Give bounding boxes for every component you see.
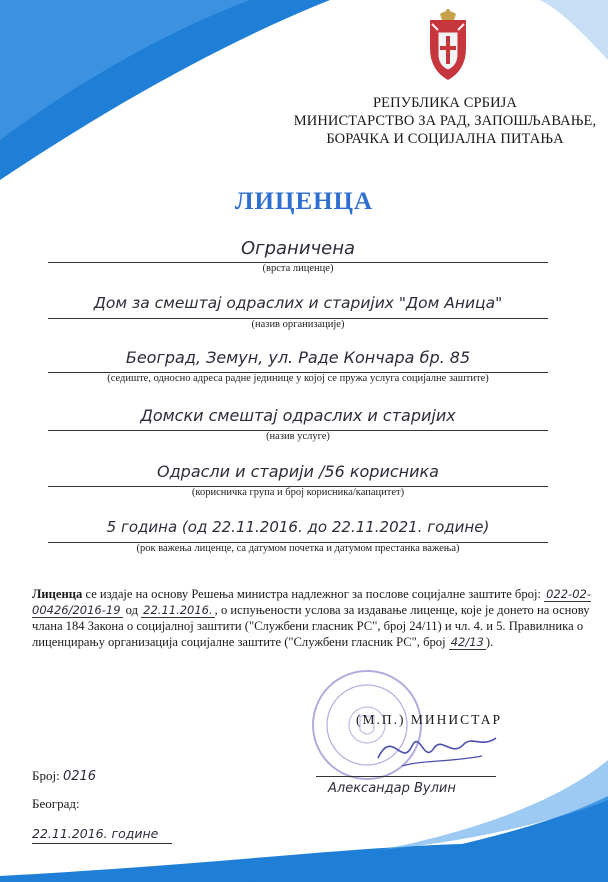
minister-label: (М.П.) МИНИСТАР bbox=[356, 712, 502, 727]
legal-basis-paragraph bbox=[32, 586, 597, 650]
number-label: Број: bbox=[32, 768, 60, 783]
paragraph-text: , о испуњености услова за издавање лиценце, које је донето на основу члана 184 Закона о социјалној заштити ("Службени гласник РС", број 24/11) и чл. 4. и 5. Правилника о лиценцирању организација социјалне заштите ("Службени гласник РС", број bbox=[32, 603, 590, 649]
ministry-name-line2: БОРАЧКА И СОЦИЈАЛНА ПИТАЊА bbox=[326, 131, 564, 147]
field-user-group bbox=[48, 460, 548, 502]
date-line bbox=[32, 843, 172, 844]
minister-name: Александар Вулин bbox=[328, 781, 456, 796]
field-caption: (рок важења лиценце, са датумом почетка и датумом престанка важења) bbox=[136, 543, 460, 554]
gazette-number: 42/13 bbox=[450, 635, 484, 649]
coat-of-arms-icon bbox=[426, 8, 470, 82]
field-organization-name bbox=[48, 292, 548, 334]
decision-number: 022-02-00426/2016-19 bbox=[32, 587, 591, 617]
field-value: Одрасли и старији /56 корисника bbox=[157, 462, 439, 481]
field-validity-period bbox=[48, 516, 548, 558]
field-caption: (врста лиценце) bbox=[262, 263, 334, 274]
field-value: Београд, Земун, ул. Раде Кончара бр. 85 bbox=[125, 348, 471, 367]
field-address bbox=[48, 346, 548, 388]
field-caption: (назив услуге) bbox=[266, 431, 330, 442]
paragraph-text: се издаје на основу Решења министра надлежног за послове социјалне заштите број: bbox=[82, 587, 545, 601]
signature-line bbox=[316, 776, 496, 777]
paragraph-text: ). bbox=[485, 635, 494, 649]
ministry-name-line1: МИНИСТАРСТВО ЗА РАД, ЗАПОШЉАВАЊЕ, bbox=[293, 113, 597, 129]
field-value: Ограничена bbox=[240, 238, 356, 259]
issue-date: 22.11.2016. године bbox=[32, 826, 159, 841]
republic-name: РЕПУБЛИКА СРБИЈА bbox=[373, 95, 517, 111]
field-caption: (седиште, односно адреса радне јединице у којој се пружа услуга социјалне заштите) bbox=[107, 373, 489, 384]
field-service-name bbox=[48, 404, 548, 446]
document-number bbox=[32, 768, 96, 784]
issue-city: Београд: bbox=[32, 796, 80, 811]
field-caption: (корисничка група и број корисника/капацитет) bbox=[191, 487, 405, 498]
field-caption: (назив организације) bbox=[251, 319, 345, 330]
ministry-heading bbox=[280, 94, 608, 148]
field-value: 5 година (од 22.11.2016. до 22.11.2021. године) bbox=[106, 518, 490, 536]
field-value: Домски смештај одраслих и старијих bbox=[140, 406, 456, 425]
decision-date: 22.11.2016. bbox=[143, 603, 213, 617]
document-title: ЛИЦЕНЦА bbox=[234, 188, 374, 215]
number-value: 0216 bbox=[62, 769, 97, 784]
field-value: Дом за смештај одраслих и старијих "Дом Аница" bbox=[93, 294, 503, 312]
paragraph-text: од bbox=[122, 603, 142, 617]
field-license-type bbox=[48, 236, 548, 278]
paragraph-lead: Лиценца bbox=[32, 587, 83, 601]
